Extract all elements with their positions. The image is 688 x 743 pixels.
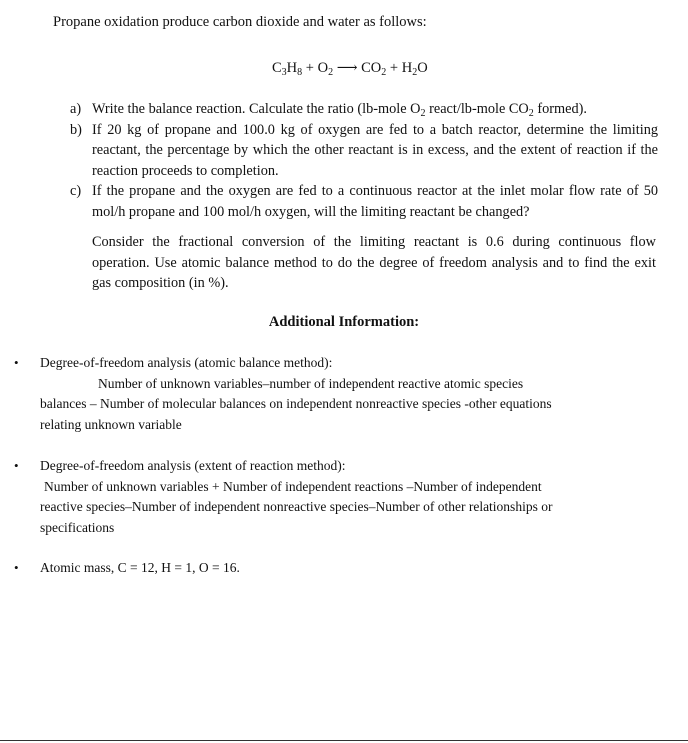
question-text: If 20 kg of propane and 100.0 kg of oxygen are fed to a batch reactor, determine the limiting reactant, the percentage by which the other reactant is in excess, and the extent of reaction if the reaction proceeds to completion. [92, 121, 658, 179]
continuous-operation-note: Consider the fractional conversion of the limiting reactant is 0.6 during continuous flow operation. Use atomic balance method to do the degree of freedom analysis and to find the exit gas composition (in %). [92, 234, 656, 291]
question-a [70, 99, 658, 120]
bullet-heading: Degree-of-freedom analysis (extent of reaction method): [40, 458, 346, 473]
question-marker: a) [70, 101, 82, 117]
bullet-text: Atomic mass, C = 12, H = 1, O = 16. [40, 560, 240, 575]
question-b [70, 120, 658, 182]
question-text: If the propane and the oxygen are fed to a continuous reactor at the inlet molar flow rate of 50 mol/h propane and 100 mol/h oxygen, will the limiting reactant be changed? [92, 183, 658, 220]
bullet-dot-icon: • [14, 458, 19, 473]
bullet-line: balances – Number of molecular balances on independent nonreactive species -other equations [40, 396, 552, 411]
question-c [70, 181, 658, 222]
bullet-line: relating unknown variable [40, 416, 182, 432]
bullet-atomic-mass [14, 558, 644, 579]
water-formula: $H_2O$ [401, 60, 428, 78]
reaction-equation [272, 60, 428, 77]
plus-sign: + [302, 60, 318, 76]
bullet-heading: Degree-of-freedom analysis (atomic balance method): [40, 355, 333, 370]
bullet-line: Number of unknown variables + Number of independent reactions –Number of independent [44, 478, 542, 494]
reaction-arrow: ⟶ [333, 60, 362, 76]
question-list [70, 99, 658, 222]
intro-text: Propane oxidation produce carbon dioxide and water as follows: [53, 14, 427, 30]
oxygen-formula: $O_2$ [317, 60, 334, 78]
propane-formula: $C_3H_8$ [272, 60, 303, 78]
bullet-atomic-balance [14, 353, 644, 435]
bullet-extent-of-reaction [14, 456, 644, 538]
bullet-dot-icon: • [14, 560, 19, 575]
additional-info-heading: Additional Information: [268, 314, 420, 330]
bullet-line: Number of unknown variables–number of independent reactive atomic species [98, 375, 524, 391]
co2-formula: $CO_2$ [361, 60, 387, 78]
bullet-line: specifications [40, 519, 115, 535]
question-marker: b) [70, 121, 82, 138]
page-divider [0, 740, 688, 741]
bullet-line: reactive species–Number of independent nonreactive species–Number of other relationships or [40, 499, 553, 514]
question-marker: c) [70, 183, 82, 199]
plus-sign: + [386, 60, 402, 76]
question-text: Write the balance reaction. Calculate the ratio (lb-mole $O_2$ react/lb-mole $CO_2$ formed). [92, 101, 587, 119]
bullet-dot-icon: • [14, 355, 19, 370]
